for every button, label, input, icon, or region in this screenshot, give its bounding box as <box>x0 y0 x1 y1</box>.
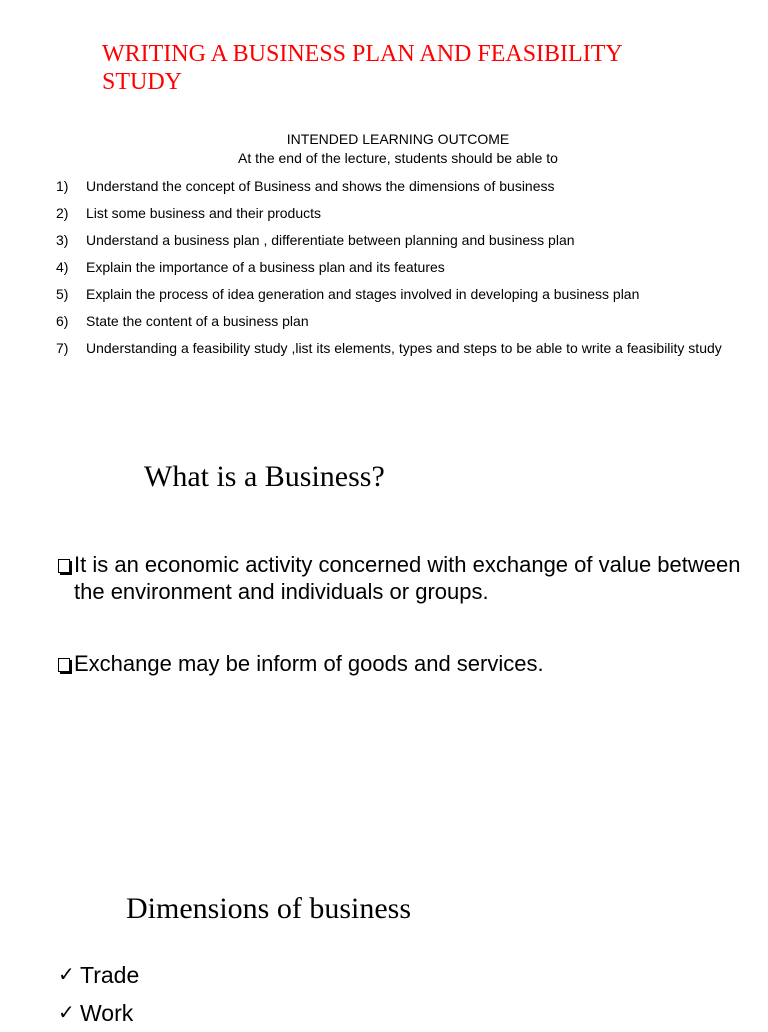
list-item-text: Understanding a feasibility study ,list its elements, types and steps to be able to write a feasibility study <box>86 340 722 356</box>
check-icon: ✓ <box>58 1002 75 1024</box>
list-item-text: Understand the concept of Business and shows the dimensions of business <box>86 178 555 194</box>
business-definition-paragraph <box>58 551 764 605</box>
list-item-number: 7) <box>56 340 69 356</box>
list-item-number: 2) <box>56 205 69 221</box>
list-item-number: 5) <box>56 286 69 302</box>
list-item-text: List some business and their products <box>86 205 322 221</box>
learning-outcome-list <box>56 178 756 367</box>
square-bullet-icon <box>58 559 70 573</box>
dimensions-heading: Dimensions of business <box>126 892 411 925</box>
list-item-number: 3) <box>56 232 69 248</box>
list-item <box>58 956 139 994</box>
list-item-number: 1) <box>56 178 69 194</box>
learning-outcome-intro: At the end of the lecture, students should be able to <box>238 150 558 166</box>
business-heading: What is a Business? <box>144 460 385 493</box>
exchange-paragraph <box>58 650 764 677</box>
list-item <box>56 232 756 249</box>
list-item-text: State the content of a business plan <box>86 313 309 329</box>
list-item <box>56 205 756 222</box>
list-item-text: Explain the importance of a business plan and its features <box>86 259 445 275</box>
list-item-text: Understand a business plan , differentiate between planning and business plan <box>86 232 575 248</box>
document-title: WRITING A BUSINESS PLAN AND FEASIBILITY STUDY <box>102 41 622 95</box>
bullet-text: Exchange may be inform of goods and services. <box>74 651 544 676</box>
list-item <box>56 340 756 357</box>
list-item <box>56 286 756 303</box>
dimension-label: Work <box>80 1000 134 1026</box>
list-item-number: 4) <box>56 259 69 275</box>
square-bullet-icon <box>58 658 70 672</box>
bullet-text: It is an economic activity concerned with exchange of value between the environment and individuals or groups. <box>74 552 741 604</box>
check-icon: ✓ <box>58 964 75 986</box>
list-item-text: Explain the process of idea generation and stages involved in developing a business plan <box>86 286 640 302</box>
list-item-number: 6) <box>56 313 69 329</box>
list-item <box>56 178 756 195</box>
dimensions-list <box>58 956 139 1032</box>
list-item <box>56 313 756 330</box>
list-item <box>58 994 139 1032</box>
learning-outcome-heading: INTENDED LEARNING OUTCOME <box>286 131 510 147</box>
list-item <box>56 259 756 276</box>
dimension-label: Trade <box>80 962 140 988</box>
